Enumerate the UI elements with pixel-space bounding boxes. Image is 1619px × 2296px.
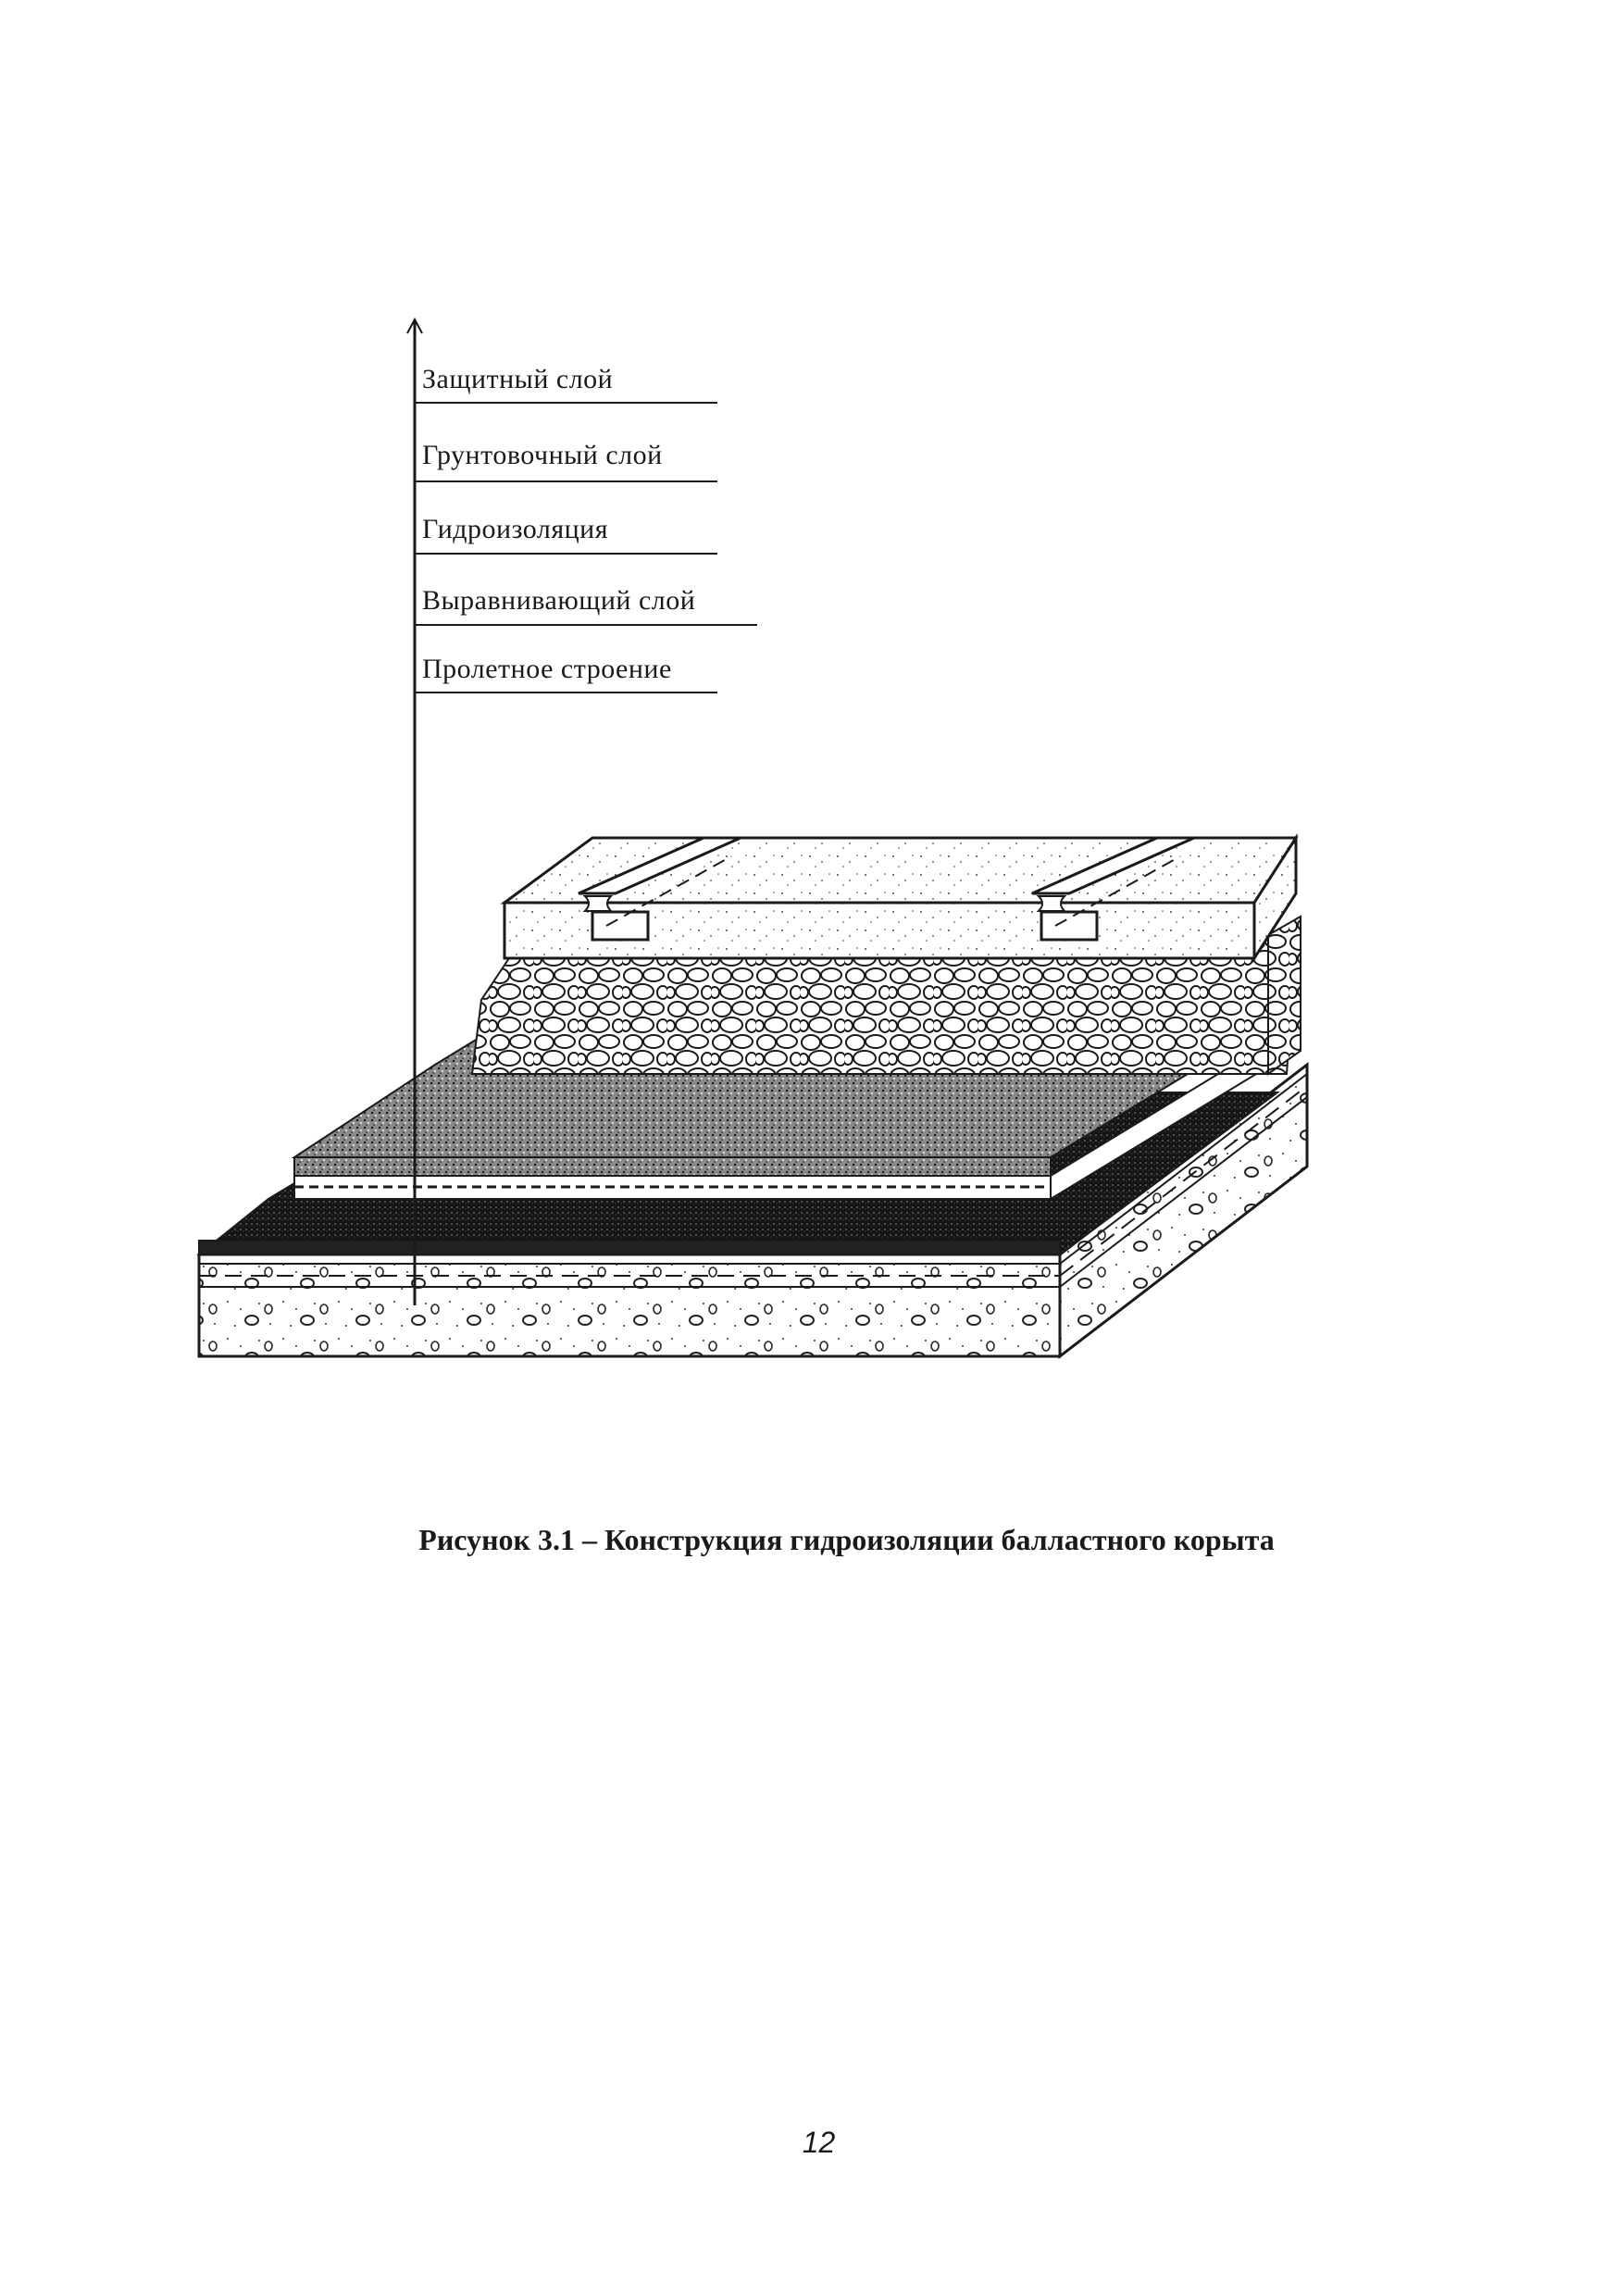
- figure-caption: Рисунок 3.1 – Конструкция гидроизоляции балластного корыта: [418, 1523, 1275, 1556]
- page-number: 12: [802, 2126, 836, 2159]
- layer-label-superstructure: Пролетное строение: [422, 654, 672, 684]
- layer-label-protective: Защитный слой: [422, 364, 614, 394]
- layer-label-primer: Грунтовочный слой: [422, 440, 663, 470]
- layer-label-leveling: Выравнивающий слой: [422, 585, 696, 616]
- layer-label-waterproofing: Гидроизоляция: [422, 514, 609, 544]
